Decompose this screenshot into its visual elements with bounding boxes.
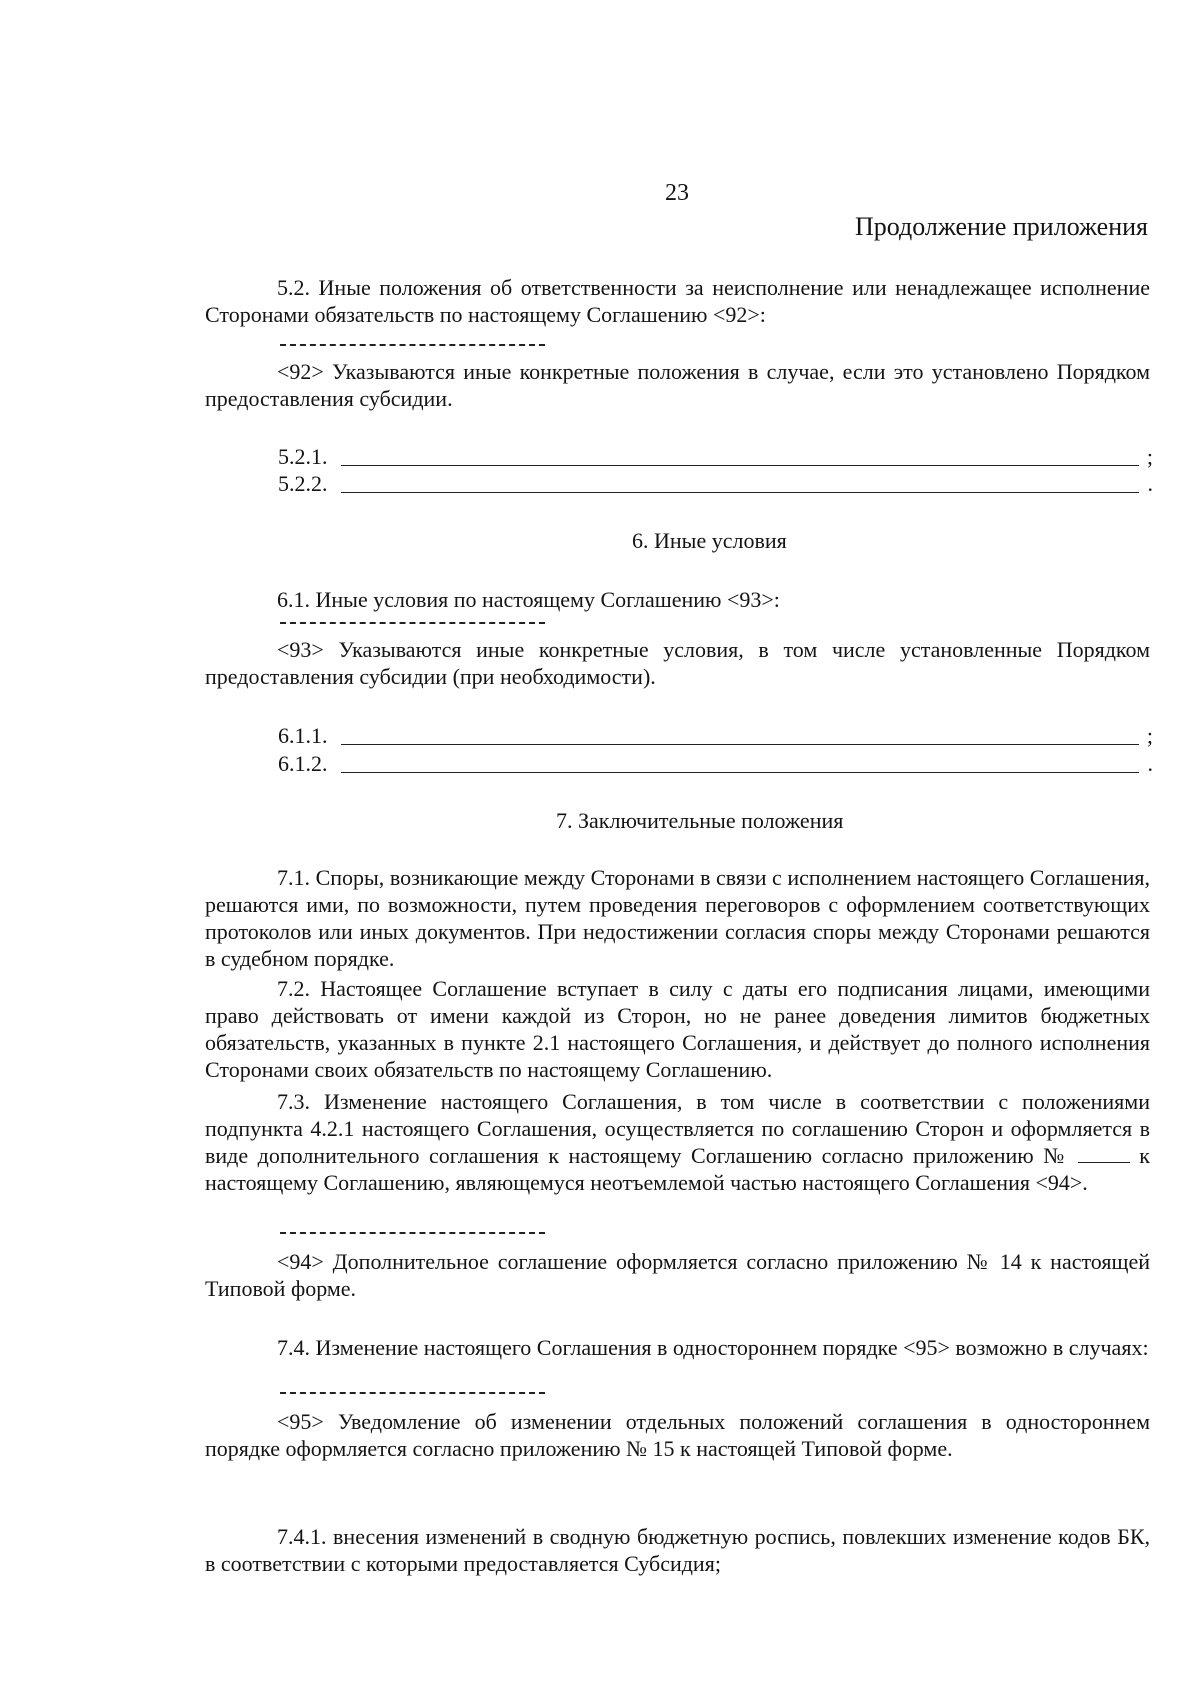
paragraph-7-3-text-after: к настоящему Соглашению, являющемуся неотъемлемой частью настоящего Соглашения <94>. <box>205 1143 1150 1195</box>
footnote-93: <93> Указываются иные конкретные условия, в том числе установленные Порядком предоставления субсидии (при необходимости). <box>205 637 1150 689</box>
footnote-separator <box>280 622 545 624</box>
fill-in-number: 6.1.1. <box>278 723 328 748</box>
page-number: 23 <box>665 180 689 206</box>
paragraph-7-4-1: 7.4.1. внесения изменений в сводную бюджетную роспись, повлекших изменение кодов БК, в соответствии с которыми предоставляется Субсидия; <box>205 1524 1150 1576</box>
fill-in-underline <box>341 443 1139 466</box>
continuation-label: Продолжение приложения <box>854 212 1148 241</box>
paragraph-7-3 <box>205 1088 1150 1196</box>
paragraph-7-2: 7.2. Настоящее Соглашение вступает в силу с даты его подписания лицами, имеющими право действовать от имени каждой из Сторон, но не ранее доведения лимитов бюджетных обязательств, указанных в пункте 2.1 настоящего Соглашения, и действует до полного исполнения Сторонами своих обязательств по настоящему Соглашению. <box>205 976 1150 1082</box>
paragraph-5-2: 5.2. Иные положения об ответственности за неисполнение или ненадлежащее исполнение Сторонами обязательств по настоящему Соглашению <92>: <box>205 275 1150 327</box>
fill-in-line-5-2-1[interactable] <box>278 443 1153 470</box>
paragraph-7-3-text-before: 7.3. Изменение настоящего Соглашения, в том числе в соответствии с положениями подпункта 4.2.1 настоящего Соглашения, осуществляется по соглашению Сторон и оформляется в виде дополнительного соглашения к настоящему Соглашению согласно приложению № <box>205 1089 1150 1168</box>
paragraph-7-1: 7.1. Споры, возникающие между Сторонами в связи с исполнением настоящего Соглашения, решаются ими, по возможности, путем проведения переговоров с оформлением соответствующих протоколов или иных документов. При недостижении согласия споры между Сторонами решаются в судебном порядке. <box>205 865 1150 971</box>
paragraph-6-1: 6.1. Иные условия по настоящему Соглашению <93>: <box>277 587 780 612</box>
fill-in-underline <box>341 750 1139 773</box>
fill-in-punct: . <box>1147 471 1153 496</box>
footnote-95: <95> Уведомление об изменении отдельных положений соглашения в одностороннем порядке оформляется согласно приложению № 15 к настоящей Типовой форме. <box>205 1409 1150 1461</box>
fill-in-number: 5.2.2. <box>278 471 328 496</box>
fill-in-number: 6.1.2. <box>278 751 328 776</box>
paragraph-7-4: 7.4. Изменение настоящего Соглашения в одностороннем порядке <95> возможно в случаях: <box>277 1335 1149 1360</box>
footnote-separator <box>280 344 545 346</box>
fill-in-punct: ; <box>1146 723 1153 748</box>
fill-in-punct: ; <box>1146 444 1153 469</box>
section-6-title: 6. Иные условия <box>632 528 787 553</box>
fill-in-underline <box>341 470 1139 493</box>
fill-in-line-6-1-2[interactable] <box>278 750 1153 777</box>
footnote-92: <92> Указываются иные конкретные положения в случае, если это установлено Порядком предоставления субсидии. <box>205 359 1150 411</box>
fill-in-line-5-2-2[interactable] <box>278 470 1153 497</box>
appendix-number-blank[interactable] <box>1078 1162 1130 1163</box>
fill-in-number: 5.2.1. <box>278 444 328 469</box>
footnote-separator <box>280 1232 545 1234</box>
fill-in-punct: . <box>1147 751 1153 776</box>
fill-in-underline <box>341 722 1139 745</box>
footnote-separator <box>280 1392 545 1394</box>
footnote-94: <94> Дополнительное соглашение оформляется согласно приложению № 14 к настоящей Типовой форме. <box>205 1249 1150 1301</box>
section-7-title: 7. Заключительные положения <box>556 808 844 833</box>
fill-in-line-6-1-1[interactable] <box>278 722 1153 749</box>
